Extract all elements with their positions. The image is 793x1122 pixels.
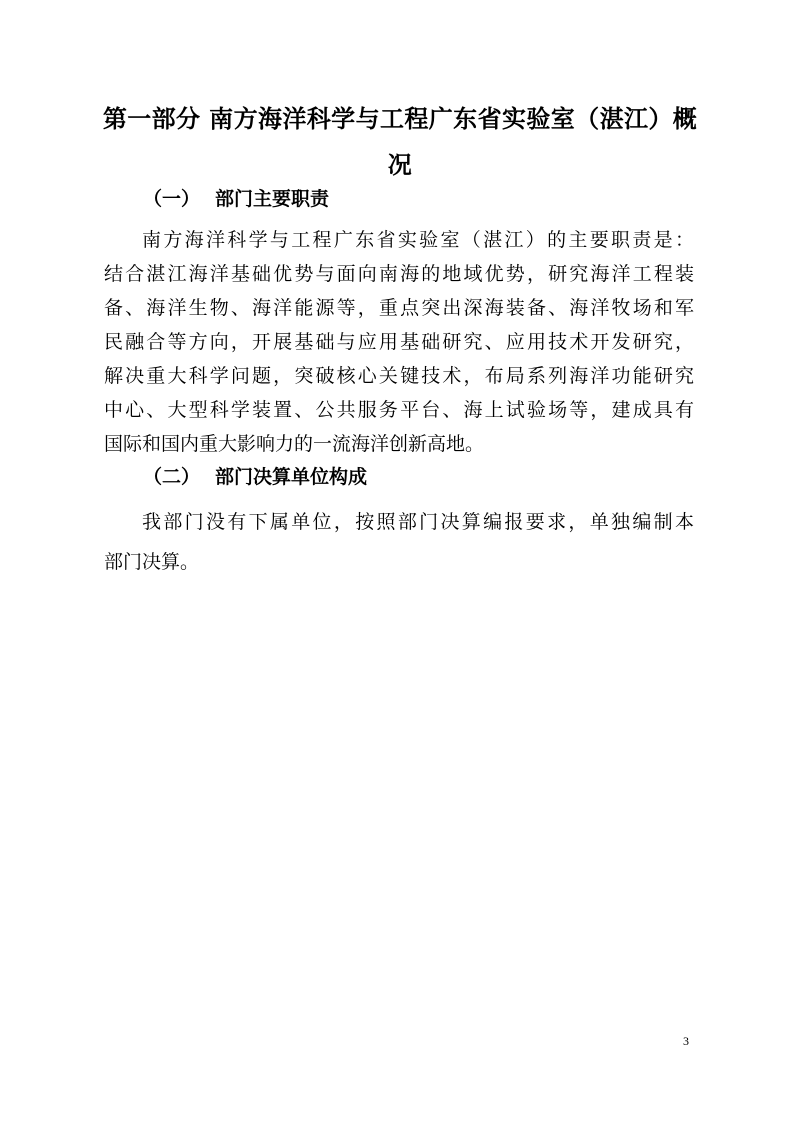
section-number: （一） [143, 188, 201, 210]
section-heading-text: 部门主要职责 [215, 188, 330, 210]
title-line-1: 第一部分 南方海洋科学与工程广东省实验室（湛江）概 [102, 105, 698, 133]
paragraph-line: 民融合等方向，开展基础与应用基础研究、应用技术开发研究， [104, 331, 694, 353]
page-number: 3 [683, 1034, 689, 1048]
paragraph-line: 备、海洋生物、海洋能源等，重点突出深海装备、海洋牧场和军 [104, 297, 694, 319]
units-paragraph [104, 502, 694, 582]
paragraph-line: 结合湛江海洋基础优势与面向南海的地域优势，研究海洋工程装 [104, 263, 694, 285]
paragraph-line: 我部门没有下属单位，按照部门决算编报要求，单独编制本 [142, 511, 694, 533]
paragraph-line: 部门决算。 [104, 551, 200, 573]
paragraph-line: 中心、大型科学装置、公共服务平台、海上试验场等，建成具有 [104, 399, 694, 421]
section-heading-units [143, 464, 367, 490]
section-heading-text: 部门决算单位构成 [215, 466, 368, 488]
paragraph-line: 国际和国内重大影响力的一流海洋创新高地。 [104, 433, 485, 455]
title-line-2: 况 [387, 151, 413, 179]
section-heading-duties [143, 186, 329, 212]
duties-paragraph [104, 223, 694, 461]
paragraph-line: 南方海洋科学与工程广东省实验室（湛江）的主要职责是： [142, 229, 694, 251]
section-number: （二） [143, 466, 201, 488]
paragraph-line: 解决重大科学问题，突破核心关键技术，布局系列海洋功能研究 [104, 365, 694, 387]
page-title [100, 96, 700, 188]
